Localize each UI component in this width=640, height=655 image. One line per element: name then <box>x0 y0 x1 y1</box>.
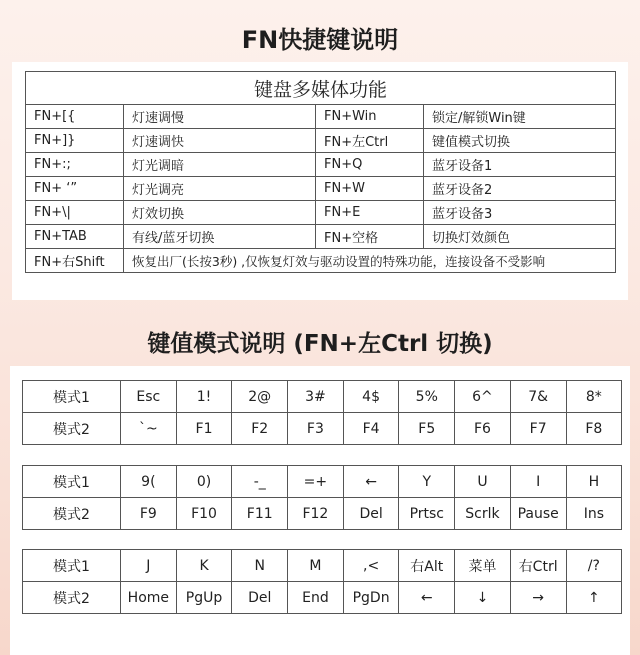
key-cell: 右Alt <box>399 550 455 582</box>
key-cell: 右Ctrl <box>510 550 566 582</box>
multimedia-panel <box>12 62 628 300</box>
desc-cell: 蓝牙设备2 <box>424 177 616 201</box>
key-cell: FN+空格 <box>316 225 424 249</box>
key-cell: M <box>288 550 344 582</box>
key-cell: J <box>121 550 177 582</box>
key-cell: F11 <box>232 498 288 530</box>
key-cell: 3# <box>288 381 344 413</box>
keymode-table-1 <box>22 380 622 445</box>
key-cell: ,< <box>343 550 399 582</box>
multimedia-table <box>25 71 616 273</box>
key-cell: N <box>232 550 288 582</box>
key-cell: End <box>288 582 344 614</box>
key-cell: ← <box>399 582 455 614</box>
key-cell: 菜单 <box>455 550 511 582</box>
desc-cell: 键值模式切换 <box>424 129 616 153</box>
key-cell: PgDn <box>343 582 399 614</box>
table-row <box>26 129 616 153</box>
key-cell: FN+Q <box>316 153 424 177</box>
key-cell: ↓ <box>455 582 511 614</box>
key-cell: 2@ <box>232 381 288 413</box>
desc-cell: 灯速调快 <box>124 129 316 153</box>
key-cell: Prtsc <box>399 498 455 530</box>
key-cell: FN+[{ <box>26 105 124 129</box>
key-cell: F2 <box>232 413 288 445</box>
keymode-table-3 <box>22 549 622 614</box>
key-cell: FN+右Shift <box>26 249 124 273</box>
key-cell: 5% <box>399 381 455 413</box>
table-row <box>26 225 616 249</box>
key-cell: Ins <box>566 498 622 530</box>
key-cell: FN+左Ctrl <box>316 129 424 153</box>
mode1-row <box>23 466 622 498</box>
key-cell: F8 <box>566 413 622 445</box>
key-cell: F4 <box>343 413 399 445</box>
key-cell: -_ <box>232 466 288 498</box>
desc-cell: 灯速调慢 <box>124 105 316 129</box>
key-cell: Pause <box>510 498 566 530</box>
mode2-label: 模式2 <box>23 498 121 530</box>
key-cell: 9( <box>121 466 177 498</box>
keymode-table-2 <box>22 465 622 530</box>
key-cell: 8* <box>566 381 622 413</box>
mode2-label: 模式2 <box>23 582 121 614</box>
key-cell: I <box>510 466 566 498</box>
mode2-row <box>23 582 622 614</box>
desc-cell: 蓝牙设备1 <box>424 153 616 177</box>
mode1-row <box>23 381 622 413</box>
table-row <box>26 249 616 273</box>
key-cell: F6 <box>455 413 511 445</box>
key-cell: F3 <box>288 413 344 445</box>
desc-cell: 锁定/解锁Win键 <box>424 105 616 129</box>
key-cell: 6^ <box>455 381 511 413</box>
mode2-label: 模式2 <box>23 413 121 445</box>
table-row <box>26 105 616 129</box>
key-cell: Home <box>121 582 177 614</box>
key-cell: U <box>455 466 511 498</box>
key-cell: F5 <box>399 413 455 445</box>
key-cell: FN+E <box>316 201 424 225</box>
multimedia-header: 键盘多媒体功能 <box>26 72 616 105</box>
key-cell: → <box>510 582 566 614</box>
keymode-title: 键值模式说明 (FN+左Ctrl 切换) <box>147 331 493 357</box>
key-cell: Esc <box>121 381 177 413</box>
table-row <box>26 153 616 177</box>
desc-cell: 蓝牙设备3 <box>424 201 616 225</box>
key-cell: 0) <box>176 466 232 498</box>
key-cell: Del <box>343 498 399 530</box>
key-cell: F10 <box>176 498 232 530</box>
key-cell: 4$ <box>343 381 399 413</box>
key-cell: FN+:; <box>26 153 124 177</box>
key-cell: 1! <box>176 381 232 413</box>
mode1-label: 模式1 <box>23 550 121 582</box>
key-cell: F1 <box>176 413 232 445</box>
key-cell: F9 <box>121 498 177 530</box>
key-cell: `~ <box>121 413 177 445</box>
key-cell: F7 <box>510 413 566 445</box>
key-cell: F12 <box>288 498 344 530</box>
key-cell: FN+\| <box>26 201 124 225</box>
desc-cell: 灯光调亮 <box>124 177 316 201</box>
desc-cell: 切换灯效颜色 <box>424 225 616 249</box>
table-row <box>26 177 616 201</box>
key-cell: Scrlk <box>455 498 511 530</box>
page-title: FN快捷键说明 <box>241 26 399 54</box>
mode2-row <box>23 413 622 445</box>
desc-cell: 灯光调暗 <box>124 153 316 177</box>
key-cell: Y <box>399 466 455 498</box>
key-cell: PgUp <box>176 582 232 614</box>
key-cell: ↑ <box>566 582 622 614</box>
desc-cell: 有线/蓝牙切换 <box>124 225 316 249</box>
key-cell: Del <box>232 582 288 614</box>
desc-cell: 恢复出厂(长按3秒) ,仅恢复灯效与驱动设置的特殊功能，连接设备不受影响 <box>124 249 616 273</box>
mode1-row <box>23 550 622 582</box>
key-cell: ← <box>343 466 399 498</box>
key-cell: FN+TAB <box>26 225 124 249</box>
key-cell: 7& <box>510 381 566 413</box>
table-row <box>26 201 616 225</box>
mode1-label: 模式1 <box>23 381 121 413</box>
keymode-panel <box>10 366 630 655</box>
mode1-label: 模式1 <box>23 466 121 498</box>
key-cell: FN+ ‘” <box>26 177 124 201</box>
key-cell: FN+]} <box>26 129 124 153</box>
key-cell: FN+W <box>316 177 424 201</box>
key-cell: FN+Win <box>316 105 424 129</box>
key-cell: H <box>566 466 622 498</box>
mode2-row <box>23 498 622 530</box>
key-cell: =+ <box>288 466 344 498</box>
key-cell: K <box>176 550 232 582</box>
key-cell: /? <box>566 550 622 582</box>
desc-cell: 灯效切换 <box>124 201 316 225</box>
